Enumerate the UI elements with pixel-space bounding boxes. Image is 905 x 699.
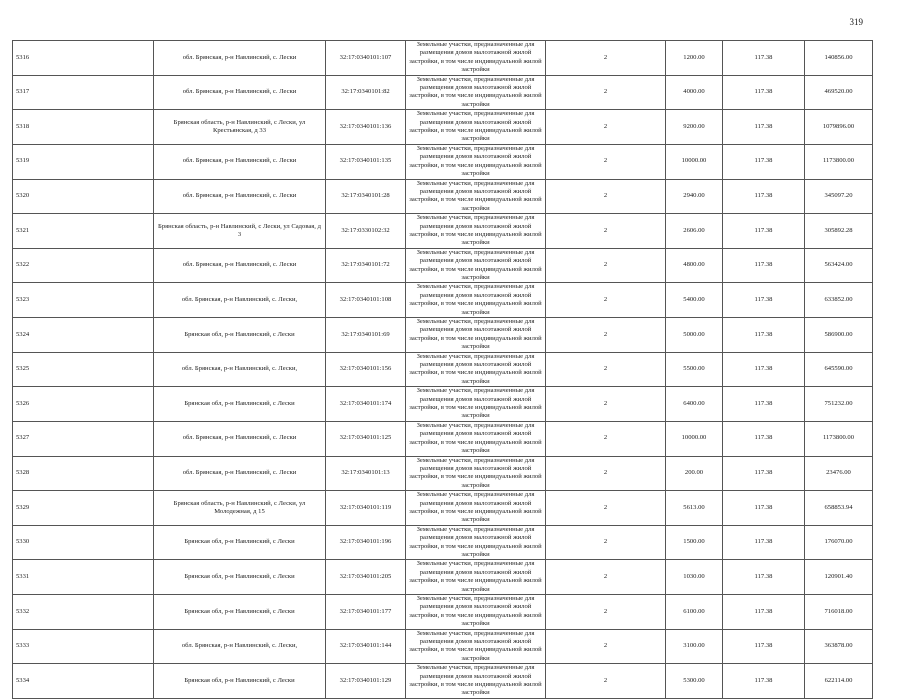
permitted-use-cell: Земельные участки, предназначенные для размещения домов малоэтажной жилой застройки, в том числе индивидуальной жилой застройки	[406, 318, 546, 353]
table-body	[13, 41, 873, 699]
row-number-cell: 5327	[13, 421, 154, 456]
area-cell: 10000.00	[666, 144, 723, 179]
group-cell: 2	[546, 560, 666, 595]
specific-value-cell: 117.38	[723, 248, 805, 283]
cadastral-value-cell: 469520.00	[805, 75, 873, 110]
specific-value-cell: 117.38	[723, 144, 805, 179]
permitted-use-cell: Земельные участки, предназначенные для размещения домов малоэтажной жилой застройки, в том числе индивидуальной жилой застройки	[406, 595, 546, 630]
table-row	[13, 179, 873, 214]
group-cell: 2	[546, 525, 666, 560]
table-row	[13, 318, 873, 353]
row-number-cell: 5326	[13, 387, 154, 422]
permitted-use-cell: Земельные участки, предназначенные для размещения домов малоэтажной жилой застройки, в том числе индивидуальной жилой застройки	[406, 525, 546, 560]
permitted-use-cell: Земельные участки, предназначенные для размещения домов малоэтажной жилой застройки, в том числе индивидуальной жилой застройки	[406, 110, 546, 145]
cadastral-value-cell: 120901.40	[805, 560, 873, 595]
specific-value-cell: 117.38	[723, 421, 805, 456]
address-cell: обл. Брянская, р-н Навлинский, с. Лески	[154, 179, 326, 214]
cadastral-number-cell: 32:17:0340101:196	[326, 525, 406, 560]
address-cell: обл. Брянская, р-н Навлинский, с. Лески	[154, 248, 326, 283]
group-cell: 2	[546, 110, 666, 145]
row-number-cell: 5329	[13, 491, 154, 526]
cadastral-number-cell: 32:17:0340101:69	[326, 318, 406, 353]
group-cell: 2	[546, 352, 666, 387]
table-row	[13, 525, 873, 560]
area-cell: 1030.00	[666, 560, 723, 595]
specific-value-cell: 117.38	[723, 283, 805, 318]
specific-value-cell: 117.38	[723, 110, 805, 145]
group-cell: 2	[546, 248, 666, 283]
permitted-use-cell: Земельные участки, предназначенные для размещения домов малоэтажной жилой застройки, в том числе индивидуальной жилой застройки	[406, 387, 546, 422]
cadastral-number-cell: 32:17:0340101:144	[326, 629, 406, 664]
permitted-use-cell: Земельные участки, предназначенные для размещения домов малоэтажной жилой застройки, в том числе индивидуальной жилой застройки	[406, 629, 546, 664]
cadastral-value-cell: 23476.00	[805, 456, 873, 491]
row-number-cell: 5330	[13, 525, 154, 560]
address-cell: Брянская область, р-н Навлинский, с Лески, ул Крестьянская, д 33	[154, 110, 326, 145]
specific-value-cell: 117.38	[723, 525, 805, 560]
row-number-cell: 5332	[13, 595, 154, 630]
address-cell: обл. Брянская, р-н Навлинский, с. Лески	[154, 144, 326, 179]
cadastral-number-cell: 32:17:0340101:135	[326, 144, 406, 179]
area-cell: 9200.00	[666, 110, 723, 145]
table-row	[13, 144, 873, 179]
cadastral-value-cell: 751232.00	[805, 387, 873, 422]
group-cell: 2	[546, 214, 666, 249]
cadastral-value-cell: 140856.00	[805, 41, 873, 76]
table-row	[13, 456, 873, 491]
row-number-cell: 5322	[13, 248, 154, 283]
specific-value-cell: 117.38	[723, 352, 805, 387]
table-row	[13, 75, 873, 110]
table-row	[13, 387, 873, 422]
specific-value-cell: 117.38	[723, 179, 805, 214]
permitted-use-cell: Земельные участки, предназначенные для размещения домов малоэтажной жилой застройки, в том числе индивидуальной жилой застройки	[406, 560, 546, 595]
address-cell: Брянская обл, р-н Навлинский, с Лески	[154, 318, 326, 353]
group-cell: 2	[546, 75, 666, 110]
cadastral-value-cell: 586900.00	[805, 318, 873, 353]
cadastral-value-cell: 305892.28	[805, 214, 873, 249]
cadastral-number-cell: 32:17:0340101:174	[326, 387, 406, 422]
address-cell: Брянская обл, р-н Навлинский, с Лески	[154, 525, 326, 560]
group-cell: 2	[546, 144, 666, 179]
table-row	[13, 214, 873, 249]
row-number-cell: 5320	[13, 179, 154, 214]
row-number-cell: 5323	[13, 283, 154, 318]
cadastral-number-cell: 32:17:0340101:28	[326, 179, 406, 214]
table-row	[13, 41, 873, 76]
cadastral-number-cell: 32:17:0330102:32	[326, 214, 406, 249]
table-row	[13, 595, 873, 630]
group-cell: 2	[546, 283, 666, 318]
table-row	[13, 248, 873, 283]
row-number-cell: 5325	[13, 352, 154, 387]
cadastral-value-cell: 622114.00	[805, 664, 873, 699]
group-cell: 2	[546, 179, 666, 214]
area-cell: 1200.00	[666, 41, 723, 76]
row-number-cell: 5331	[13, 560, 154, 595]
specific-value-cell: 117.38	[723, 595, 805, 630]
area-cell: 4800.00	[666, 248, 723, 283]
row-number-cell: 5333	[13, 629, 154, 664]
table-row	[13, 283, 873, 318]
cadastral-number-cell: 32:17:0340101:119	[326, 491, 406, 526]
address-cell: Брянская обл, р-н Навлинский, с Лески	[154, 387, 326, 422]
group-cell: 2	[546, 595, 666, 630]
cadastral-value-cell: 1079896.00	[805, 110, 873, 145]
address-cell: обл. Брянская, р-н Навлинский, с. Лески	[154, 75, 326, 110]
row-number-cell: 5318	[13, 110, 154, 145]
cadastral-number-cell: 32:17:0340101:177	[326, 595, 406, 630]
specific-value-cell: 117.38	[723, 387, 805, 422]
row-number-cell: 5334	[13, 664, 154, 699]
cadastral-number-cell: 32:17:0340101:129	[326, 664, 406, 699]
cadastral-value-cell: 633852.00	[805, 283, 873, 318]
permitted-use-cell: Земельные участки, предназначенные для размещения домов малоэтажной жилой застройки, в том числе индивидуальной жилой застройки	[406, 421, 546, 456]
page-number: 319	[849, 17, 863, 27]
permitted-use-cell: Земельные участки, предназначенные для размещения домов малоэтажной жилой застройки, в том числе индивидуальной жилой застройки	[406, 664, 546, 699]
cadastral-value-cell: 363878.00	[805, 629, 873, 664]
area-cell: 2940.00	[666, 179, 723, 214]
cadastral-value-cell: 1173800.00	[805, 144, 873, 179]
table-row	[13, 664, 873, 699]
cadastral-number-cell: 32:17:0340101:107	[326, 41, 406, 76]
cadastral-value-cell: 176070.00	[805, 525, 873, 560]
table-row	[13, 110, 873, 145]
group-cell: 2	[546, 629, 666, 664]
area-cell: 200.00	[666, 456, 723, 491]
group-cell: 2	[546, 318, 666, 353]
specific-value-cell: 117.38	[723, 41, 805, 76]
permitted-use-cell: Земельные участки, предназначенные для размещения домов малоэтажной жилой застройки, в том числе индивидуальной жилой застройки	[406, 248, 546, 283]
specific-value-cell: 117.38	[723, 664, 805, 699]
table-row	[13, 421, 873, 456]
cadastral-number-cell: 32:17:0340101:72	[326, 248, 406, 283]
area-cell: 6100.00	[666, 595, 723, 630]
row-number-cell: 5321	[13, 214, 154, 249]
address-cell: обл. Брянская, р-н Навлинский, с. Лески,	[154, 629, 326, 664]
row-number-cell: 5317	[13, 75, 154, 110]
permitted-use-cell: Земельные участки, предназначенные для размещения домов малоэтажной жилой застройки, в том числе индивидуальной жилой застройки	[406, 214, 546, 249]
address-cell: обл. Брянская, р-н Навлинский, с. Лески,	[154, 352, 326, 387]
specific-value-cell: 117.38	[723, 491, 805, 526]
specific-value-cell: 117.38	[723, 629, 805, 664]
row-number-cell: 5324	[13, 318, 154, 353]
specific-value-cell: 117.38	[723, 560, 805, 595]
area-cell: 5300.00	[666, 664, 723, 699]
address-cell: обл. Брянская, р-н Навлинский, с. Лески	[154, 421, 326, 456]
row-number-cell: 5319	[13, 144, 154, 179]
specific-value-cell: 117.38	[723, 75, 805, 110]
specific-value-cell: 117.38	[723, 214, 805, 249]
address-cell: Брянская область, р-н Навлинский, с Лески, ул Молодежная, д 15	[154, 491, 326, 526]
cadastral-number-cell: 32:17:0340101:13	[326, 456, 406, 491]
specific-value-cell: 117.38	[723, 456, 805, 491]
cadastral-value-cell: 563424.00	[805, 248, 873, 283]
area-cell: 6400.00	[666, 387, 723, 422]
table-row	[13, 352, 873, 387]
row-number-cell: 5316	[13, 41, 154, 76]
area-cell: 3100.00	[666, 629, 723, 664]
address-cell: обл. Брянская, р-н Навлинский, с. Лески	[154, 456, 326, 491]
address-cell: Брянская область, р-н Навлинский, с Лески, ул Садовая, д 3	[154, 214, 326, 249]
address-cell: обл. Брянская, р-н Навлинский, с. Лески	[154, 41, 326, 76]
cadastral-number-cell: 32:17:0340101:205	[326, 560, 406, 595]
permitted-use-cell: Земельные участки, предназначенные для размещения домов малоэтажной жилой застройки, в том числе индивидуальной жилой застройки	[406, 144, 546, 179]
row-number-cell: 5328	[13, 456, 154, 491]
cadastral-value-cell: 658853.94	[805, 491, 873, 526]
permitted-use-cell: Земельные участки, предназначенные для размещения домов малоэтажной жилой застройки, в том числе индивидуальной жилой застройки	[406, 75, 546, 110]
cadastral-number-cell: 32:17:0340101:136	[326, 110, 406, 145]
group-cell: 2	[546, 491, 666, 526]
cadastral-value-cell: 716018.00	[805, 595, 873, 630]
land-plot-table	[12, 40, 873, 699]
address-cell: обл. Брянская, р-н Навлинский, с. Лески,	[154, 283, 326, 318]
area-cell: 10000.00	[666, 421, 723, 456]
table-row	[13, 629, 873, 664]
address-cell: Брянская обл, р-н Навлинский, с Лески	[154, 595, 326, 630]
permitted-use-cell: Земельные участки, предназначенные для размещения домов малоэтажной жилой застройки, в том числе индивидуальной жилой застройки	[406, 283, 546, 318]
cadastral-number-cell: 32:17:0340101:156	[326, 352, 406, 387]
cadastral-number-cell: 32:17:0340101:108	[326, 283, 406, 318]
group-cell: 2	[546, 41, 666, 76]
specific-value-cell: 117.38	[723, 318, 805, 353]
cadastral-value-cell: 645590.00	[805, 352, 873, 387]
area-cell: 5500.00	[666, 352, 723, 387]
address-cell: Брянская обл, р-н Навлинский, с Лески	[154, 560, 326, 595]
group-cell: 2	[546, 387, 666, 422]
group-cell: 2	[546, 456, 666, 491]
table-row	[13, 491, 873, 526]
permitted-use-cell: Земельные участки, предназначенные для размещения домов малоэтажной жилой застройки, в том числе индивидуальной жилой застройки	[406, 352, 546, 387]
area-cell: 1500.00	[666, 525, 723, 560]
group-cell: 2	[546, 421, 666, 456]
area-cell: 4000.00	[666, 75, 723, 110]
area-cell: 2606.00	[666, 214, 723, 249]
permitted-use-cell: Земельные участки, предназначенные для размещения домов малоэтажной жилой застройки, в том числе индивидуальной жилой застройки	[406, 456, 546, 491]
area-cell: 5000.00	[666, 318, 723, 353]
cadastral-value-cell: 1173800.00	[805, 421, 873, 456]
address-cell: Брянская обл, р-н Навлинский, с Лески	[154, 664, 326, 699]
permitted-use-cell: Земельные участки, предназначенные для размещения домов малоэтажной жилой застройки, в том числе индивидуальной жилой застройки	[406, 491, 546, 526]
table-row	[13, 560, 873, 595]
permitted-use-cell: Земельные участки, предназначенные для размещения домов малоэтажной жилой застройки, в том числе индивидуальной жилой застройки	[406, 179, 546, 214]
group-cell: 2	[546, 664, 666, 699]
area-cell: 5613.00	[666, 491, 723, 526]
cadastral-value-cell: 345097.20	[805, 179, 873, 214]
cadastral-number-cell: 32:17:0340101:82	[326, 75, 406, 110]
permitted-use-cell: Земельные участки, предназначенные для размещения домов малоэтажной жилой застройки, в том числе индивидуальной жилой застройки	[406, 41, 546, 76]
area-cell: 5400.00	[666, 283, 723, 318]
cadastral-number-cell: 32:17:0340101:125	[326, 421, 406, 456]
